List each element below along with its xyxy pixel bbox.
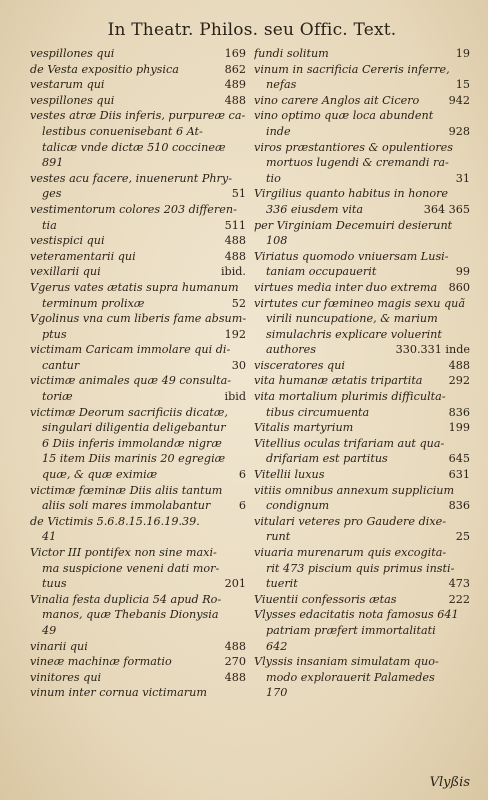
- index-entry: [30, 670, 246, 686]
- page-number: 860: [448, 280, 470, 294]
- index-entry-line: vexillarii qui: [30, 265, 101, 279]
- index-entry-line: 891: [42, 156, 64, 170]
- index-entry: [30, 545, 246, 592]
- page-number: ibid.: [220, 265, 246, 279]
- index-entry-line: vestispici qui: [30, 234, 105, 248]
- page-number: 292: [448, 374, 470, 388]
- index-entry-line: 6 Diis inferis immolandæ nigræ: [42, 436, 222, 450]
- index-entry-line: vinitores qui: [30, 670, 102, 684]
- index-entry-line: de Vesta expositio physica: [30, 62, 179, 76]
- index-entry-line: fundi solitum: [254, 47, 329, 60]
- index-entry-line: cantur: [42, 358, 80, 372]
- index-entry-line: taniam occupauerit: [266, 265, 377, 279]
- index-entry-line: ges: [42, 187, 62, 201]
- index-entry: [254, 46, 470, 62]
- page-number: 862: [224, 62, 246, 76]
- index-entry: [30, 108, 246, 170]
- index-entry: [254, 654, 470, 701]
- index-entry-line: lestibus conuenisebant 6 At-: [42, 124, 203, 138]
- index-entry: [30, 202, 246, 233]
- page-number: 488: [224, 249, 246, 263]
- index-entry: [30, 373, 246, 404]
- index-entry: [254, 108, 470, 139]
- index-entry-line: talicæ vnde dictæ 510 coccineæ: [42, 140, 226, 154]
- index-entry-line: toriæ: [42, 390, 73, 404]
- index-entry-line: vestes atræ Diis inferis, purpureæ ca-: [30, 109, 246, 123]
- page-number: ibid: [224, 390, 246, 404]
- index-entry-line: inde: [266, 124, 291, 138]
- running-header: In Theatr. Philos. seu Offic. Text.: [107, 20, 397, 40]
- index-entry: [30, 249, 246, 265]
- index-entry-line: vespillones qui: [30, 47, 115, 60]
- index-entry-line: Viuentii confessoris ætas: [254, 592, 397, 606]
- index-entry: [254, 296, 470, 358]
- index-entry: [254, 280, 470, 296]
- index-entry-line: ptus: [42, 327, 67, 341]
- index-entry: [30, 592, 246, 639]
- index-entry-line: vestarum qui: [30, 78, 105, 92]
- index-entry: [30, 171, 246, 202]
- index-entry: [30, 93, 246, 109]
- page-number: 19: [455, 47, 470, 60]
- index-entry-line: Victor III pontifex non sine maxi-: [30, 546, 217, 559]
- index-entry-line: Vlysses edacitatis nota famosus 641: [254, 608, 459, 622]
- page-number: 511: [224, 218, 246, 232]
- page-number: 31: [455, 171, 470, 185]
- index-entry-line: viros præstantiores & opulentiores: [254, 140, 454, 154]
- index-entry-line: vinum inter cornua victimarum: [30, 686, 207, 700]
- index-entry-line: vitulari veteres pro Gaudere dixe-: [254, 514, 447, 528]
- index-entry-line: 49: [42, 623, 57, 637]
- index-entry-line: condignum: [266, 499, 330, 513]
- index-entry-line: vino optimo quæ loca abundent: [254, 109, 434, 123]
- index-entry-line: virtues media inter duo extrema: [254, 280, 438, 294]
- index-entry-line: de Victimis 5.6.8.15.16.19.39.: [30, 514, 200, 528]
- index-entry-line: vinum in sacrificia Cereris inferre,: [254, 62, 450, 76]
- index-entry-line: vespillones qui: [30, 93, 115, 107]
- page-number: 488: [224, 639, 246, 653]
- index-entry-line: ma suspicione veneni dati mor-: [42, 561, 220, 575]
- index-entry-line: modo explorauerit Palamedes: [266, 670, 435, 684]
- index-entry: [254, 420, 470, 436]
- index-entry: [254, 592, 470, 608]
- page-number: 489: [224, 78, 246, 92]
- index-entry-line: viuaria murenarum quis excogita-: [254, 546, 447, 559]
- index-entry-line: victimæ animales quæ 49 consulta-: [30, 374, 232, 388]
- index-entry-line: Vinalia festa duplicia 54 apud Ro-: [30, 592, 222, 606]
- page-number: 488: [448, 358, 470, 372]
- index-entry: [30, 639, 246, 655]
- page-number: 99: [455, 265, 470, 279]
- index-entry-line: victimæ Deorum sacrificiis dicatæ,: [30, 405, 228, 419]
- index-entry: [30, 264, 246, 280]
- index-entry-line: Vitellius oculas trifariam aut qua-: [254, 436, 445, 450]
- index-entry: [30, 654, 246, 670]
- index-entry-line: victimæ fœminæ Diis aliis tantum: [30, 483, 223, 497]
- index-entry: [254, 373, 470, 389]
- index-entry-line: mortuos lugendi & cremandi ra-: [266, 156, 449, 170]
- index-entry-line: vita mortalium plurimis difficulta-: [254, 390, 446, 404]
- index-entry: [254, 483, 470, 514]
- index-entry-line: 170: [266, 686, 288, 700]
- index-entry-line: singulari diligentia deligebantur: [42, 421, 226, 435]
- index-entry-line: Vlyssis insaniam simulatam quo-: [254, 655, 439, 669]
- index-entry: [254, 607, 470, 654]
- index-entry-line: vineæ machinæ formatio: [30, 655, 172, 669]
- index-entry: [254, 545, 470, 592]
- index-entry-line: tuerit: [266, 577, 298, 591]
- page-number: 192: [224, 327, 246, 341]
- page-number: 836: [448, 499, 470, 513]
- index-entry: [254, 186, 470, 217]
- index-entry: [30, 514, 246, 545]
- catchword: Vlyßis: [429, 775, 470, 790]
- index-entry-line: virtutes cur fœmineo magis sexu quã: [254, 296, 466, 310]
- page-number: 645: [448, 452, 470, 466]
- index-entry-line: Vitalis martyrium: [254, 421, 354, 435]
- page-number: 222: [448, 592, 470, 606]
- index-entry: [30, 46, 246, 62]
- page-number: 270: [224, 655, 246, 669]
- index-columns: [30, 46, 474, 701]
- index-entry-line: drifariam est partitus: [266, 452, 388, 466]
- index-column-right: [254, 46, 470, 701]
- index-entry-line: Vgolinus vna cum liberis fame absum-: [30, 312, 246, 326]
- index-entry: [30, 483, 246, 514]
- index-entry: [30, 405, 246, 483]
- index-entry: [254, 358, 470, 374]
- index-entry: [254, 93, 470, 109]
- index-entry-line: veteramentarii qui: [30, 249, 136, 263]
- index-entry-line: Vgerus vates ætatis supra humanum: [30, 280, 239, 294]
- index-entry: [254, 62, 470, 93]
- index-entry-line: vestes acu facere, inuenerunt Phry-: [30, 171, 232, 185]
- index-entry-line: tio: [266, 171, 281, 185]
- index-entry-line: 642: [266, 639, 288, 653]
- index-entry-line: manos, quæ Thebanis Dionysia: [42, 608, 219, 622]
- page-number: 488: [224, 93, 246, 107]
- index-entry-line: victimam Caricam immolare qui di-: [30, 343, 231, 357]
- page-number: 15: [455, 78, 470, 92]
- page-number: 364 365: [423, 202, 470, 216]
- index-entry: [254, 436, 470, 467]
- page-number: 631: [448, 468, 470, 482]
- page-number: 942: [448, 93, 470, 107]
- page-number: 201: [224, 577, 246, 591]
- page-number: 52: [231, 296, 246, 310]
- index-entry: [254, 467, 470, 483]
- index-entry-line: Viriatus quomodo vniuersam Lusi-: [254, 249, 449, 263]
- index-entry-line: tia: [42, 218, 57, 232]
- page-number: 488: [224, 670, 246, 684]
- index-entry: [30, 685, 246, 701]
- index-entry-line: patriam præfert immortalitati: [266, 623, 436, 637]
- index-entry: [30, 233, 246, 249]
- index-entry-line: tibus circumuenta: [266, 405, 370, 419]
- index-entry-line: virili nuncupatione, & marium: [266, 312, 438, 326]
- page-number: 30: [231, 358, 246, 372]
- index-entry: [30, 77, 246, 93]
- page-number: 25: [455, 530, 470, 544]
- index-entry-line: 336 eiusdem vita: [266, 202, 364, 216]
- index-entry: [30, 311, 246, 342]
- page-number: 199: [448, 421, 470, 435]
- index-entry-line: simulachris explicare voluerint: [266, 327, 442, 341]
- index-entry-line: 108: [266, 234, 288, 248]
- index-entry-line: runt: [266, 530, 291, 544]
- index-entry-line: terminum prolixæ: [42, 296, 145, 310]
- index-column-left: [30, 46, 246, 701]
- index-entry-line: aliis soli mares immolabantur: [42, 499, 211, 513]
- page-number: 51: [231, 187, 246, 201]
- page-number: 836: [448, 405, 470, 419]
- page-number: 473: [448, 577, 470, 591]
- index-entry-line: vitiis omnibus annexum supplicium: [254, 483, 455, 497]
- index-entry-line: quæ, & quæ eximiæ: [42, 468, 158, 482]
- index-entry: [254, 389, 470, 420]
- index-entry-line: Vitellii luxus: [254, 468, 325, 482]
- page-number: 6: [238, 499, 246, 513]
- index-entry: [254, 249, 470, 280]
- index-entry: [254, 218, 470, 249]
- page-number: 169: [224, 47, 246, 60]
- index-entry: [30, 342, 246, 373]
- index-entry-line: vinarii qui: [30, 639, 88, 653]
- page-number: 6: [238, 468, 246, 482]
- index-entry: [254, 140, 470, 187]
- index-entry-line: Virgilius quanto habitus in honore: [254, 187, 449, 201]
- index-entry-line: authores: [266, 343, 317, 357]
- index-entry: [30, 62, 246, 78]
- index-entry-line: 41: [42, 530, 57, 544]
- index-entry-line: visceratores qui: [254, 358, 345, 372]
- index-entry-line: tuus: [42, 577, 67, 591]
- page-number: 488: [224, 234, 246, 248]
- index-entry-line: vestimentorum colores 203 differen-: [30, 202, 237, 216]
- index-entry-line: rit 473 piscium quis primus insti-: [266, 561, 455, 575]
- index-entry-line: vino carere Anglos ait Cicero: [254, 93, 420, 107]
- page-number: 928: [448, 124, 470, 138]
- index-entry-line: per Virginiam Decemuiri desierunt: [254, 218, 453, 232]
- page-number: 330.331 inde: [395, 343, 470, 357]
- index-entry: [254, 514, 470, 545]
- index-entry: [30, 280, 246, 311]
- index-entry-line: vita humanæ ætatis tripartita: [254, 374, 423, 388]
- index-entry-line: 15 item Diis marinis 20 egregiæ: [42, 452, 226, 466]
- index-entry-line: nefas: [266, 78, 297, 92]
